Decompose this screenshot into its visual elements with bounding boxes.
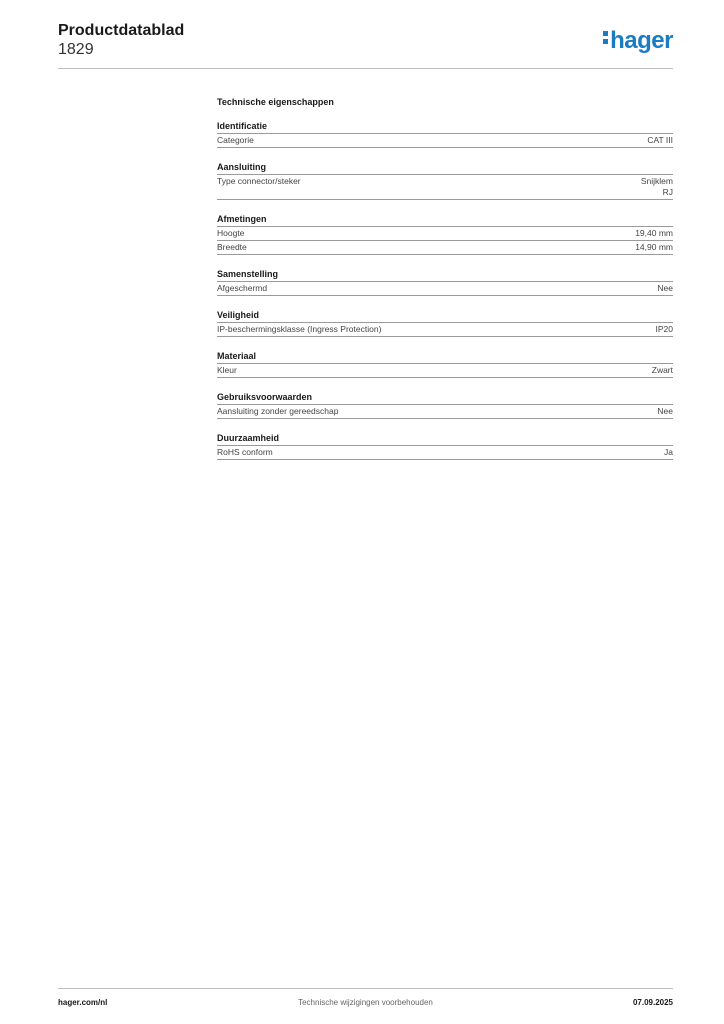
footer-date: 07.09.2025 [632, 998, 673, 1007]
spec-label: Categorie [217, 135, 254, 145]
spec-values [656, 324, 674, 335]
spec-values [657, 406, 673, 417]
spec-value: Zwart [651, 365, 673, 375]
property-group [217, 351, 673, 378]
spec-values [664, 447, 673, 458]
spec-label: Hoogte [217, 228, 245, 238]
brand-name: hager [610, 27, 673, 54]
footer-website-link[interactable]: hager.com/nl [58, 998, 108, 1007]
spec-values [657, 283, 673, 294]
spec-label: IP-beschermingsklasse (Ingress Protection) [217, 324, 382, 334]
spec-row [217, 282, 673, 296]
property-group [217, 162, 673, 200]
product-number: 1829 [58, 41, 94, 58]
header-divider [58, 68, 673, 69]
spec-label: Breedte [217, 242, 247, 252]
group-title: Identificatie [217, 121, 673, 134]
spec-value: CAT III [647, 135, 673, 145]
spec-row [217, 323, 673, 337]
spec-row [217, 241, 673, 255]
spec-value: RJ [662, 187, 673, 197]
spec-value: IP20 [655, 324, 673, 334]
spec-row [217, 134, 673, 148]
group-title: Materiaal [217, 351, 673, 364]
technical-properties-section [217, 96, 673, 474]
spec-values [635, 242, 673, 253]
spec-value: Snijklem [640, 176, 673, 186]
group-title: Veiligheid [217, 310, 673, 323]
spec-row [217, 175, 673, 200]
logo-colon-mark [603, 28, 608, 47]
spec-row [217, 227, 673, 241]
section-title: Technische eigenschappen [217, 97, 334, 107]
spec-value: Ja [664, 447, 673, 457]
spec-label: RoHS conform [217, 447, 273, 457]
property-group [217, 214, 673, 255]
document-title: Productdatablad [58, 22, 185, 39]
spec-label: Aansluiting zonder gereedschap [217, 406, 339, 416]
property-group [217, 310, 673, 337]
footer-divider [58, 988, 673, 989]
spec-row [217, 364, 673, 378]
brand-logo [603, 28, 673, 54]
spec-value: 14,90 mm [635, 242, 673, 252]
group-title: Afmetingen [217, 214, 673, 227]
spec-values [635, 228, 673, 239]
spec-values [647, 135, 673, 146]
group-title: Aansluiting [217, 162, 673, 175]
property-groups [217, 121, 673, 460]
group-title: Samenstelling [217, 269, 673, 282]
spec-value: Nee [657, 283, 673, 293]
spec-label: Type connector/steker [217, 176, 301, 186]
property-group [217, 269, 673, 296]
page-header [58, 22, 673, 70]
spec-values [652, 365, 673, 376]
spec-value: Nee [657, 406, 673, 416]
spec-values [641, 176, 673, 198]
group-title: Gebruiksvoorwaarden [217, 392, 673, 405]
spec-label: Afgeschermd [217, 283, 268, 293]
spec-label: Kleur [217, 365, 237, 375]
spec-value: 19,40 mm [635, 228, 673, 238]
footer-disclaimer: Technische wijzigingen voorbehouden [298, 998, 433, 1007]
property-group [217, 121, 673, 148]
spec-row [217, 405, 673, 419]
property-group [217, 433, 673, 460]
property-group [217, 392, 673, 419]
group-title: Duurzaamheid [217, 433, 673, 446]
spec-row [217, 446, 673, 460]
